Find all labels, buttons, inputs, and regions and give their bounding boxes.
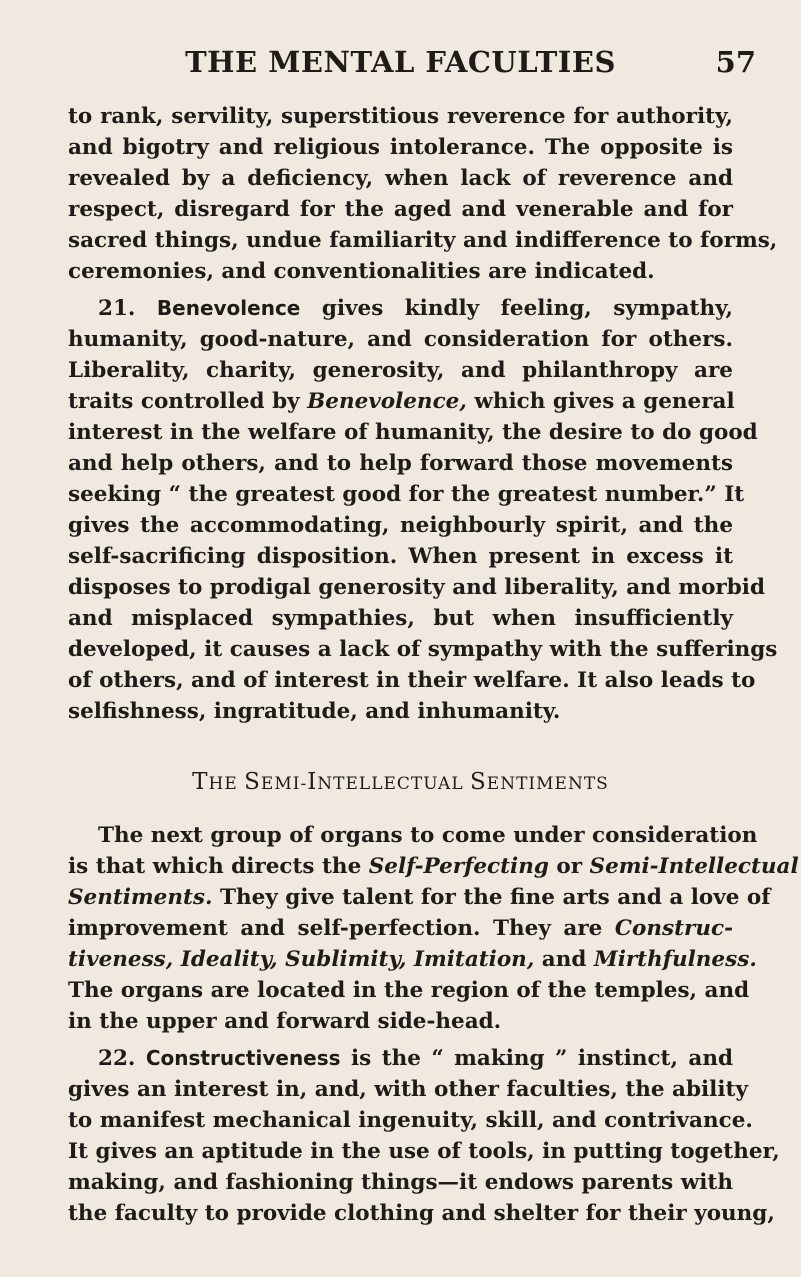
text-line: The next group of organs to come under consideration xyxy=(98,823,758,848)
text-line: seeking “ the greatest good for the greatest number.” It xyxy=(68,482,745,507)
text-line: the faculty to provide clothing and shelter for their young, xyxy=(68,1201,775,1226)
heading-cap: I xyxy=(307,769,318,795)
text-span: or xyxy=(548,854,590,879)
heading-small: ENTIMENTS xyxy=(486,774,609,794)
heading-small: NTELLECTUAL xyxy=(317,774,471,794)
text-line xyxy=(68,851,799,882)
text-line: and misplaced sympathies, but when insufficiently xyxy=(68,606,733,631)
paragraph-semi-intellectual xyxy=(68,820,799,1037)
text-line: Liberality, charity, generosity, and philanthropy are xyxy=(68,358,733,383)
text-line: to manifest mechanical ingenuity, skill, and contrivance. xyxy=(68,1108,753,1133)
body-text xyxy=(68,101,799,1229)
text-span: is the “ making ” instinct, and xyxy=(340,1046,733,1071)
text-line: in the upper and forward side-head. xyxy=(68,1009,502,1034)
text-line: humanity, good-nature, and consideration for others. xyxy=(68,327,733,352)
text-line: interest in the welfare of humanity, the desire to do good xyxy=(68,420,758,445)
text-line: selfishness, ingratitude, and inhumanity. xyxy=(68,699,561,724)
paragraph-reverence xyxy=(68,101,778,287)
text-line: revealed by a deficiency, when lack of reverence and xyxy=(68,166,733,191)
text-line: self-sacrificing disposition. When present in excess it xyxy=(68,544,733,569)
text-span: They give talent for the fine arts and a love of xyxy=(212,885,771,910)
text-line: of others, and of interest in their welfare. It also leads to xyxy=(68,668,756,693)
text-line: The organs are located in the region of the temples, and xyxy=(68,978,750,1003)
text-line: respect, disregard for the aged and venerable and for xyxy=(68,197,733,222)
text-line: to rank, servility, superstitious reverence for authority, xyxy=(68,104,733,129)
heading-small: HE xyxy=(208,774,245,794)
text-span: gives kindly feeling, sympathy, xyxy=(300,296,734,321)
emphasis: Construc- xyxy=(614,916,733,941)
text-line: disposes to prodigal generosity and liberality, and morbid xyxy=(68,575,765,600)
text-span: and xyxy=(534,947,594,972)
page-number: 57 xyxy=(715,45,756,79)
heading-cap: S xyxy=(470,769,487,795)
text-line xyxy=(68,944,757,975)
emphasis: Semi-Intellectual xyxy=(589,854,799,879)
text-span: improvement and self-perfection. They are xyxy=(68,916,615,941)
running-head xyxy=(0,45,801,95)
section-heading xyxy=(68,767,733,800)
text-span: traits controlled by xyxy=(68,389,308,414)
item-number: 22. xyxy=(98,1046,146,1071)
heading-small: EMI- xyxy=(260,774,308,794)
emphasis: Benevolence, xyxy=(307,389,467,414)
text-line: sacred things, undue familiarity and indifference to forms, xyxy=(68,228,778,253)
paragraph-benevolence xyxy=(68,293,778,727)
text-span: which gives a general xyxy=(466,389,735,414)
text-line: It gives an aptitude in the use of tools, in putting together, xyxy=(68,1139,780,1164)
item-number: 21. xyxy=(98,296,157,321)
running-title: THE MENTAL FACULTIES xyxy=(185,45,616,79)
emphasis: Self-Perfecting xyxy=(368,854,549,879)
faculty-term: Constructiveness xyxy=(145,1046,341,1070)
text-line xyxy=(68,1043,733,1074)
text-line xyxy=(68,913,733,944)
text-line: and help others, and to help forward those movements xyxy=(68,451,733,476)
text-line: ceremonies, and conventionalities are indicated. xyxy=(68,259,655,284)
emphasis: tiveness, Ideality, Sublimity, Imitation, xyxy=(68,947,535,972)
text-line xyxy=(68,882,771,913)
text-line xyxy=(68,293,733,324)
emphasis: Sentiments. xyxy=(68,885,213,910)
paragraph-constructiveness xyxy=(68,1043,780,1229)
heading-cap: S xyxy=(244,769,261,795)
text-line xyxy=(68,386,733,417)
text-span: is that which directs the xyxy=(68,854,369,879)
text-line: gives an interest in, and, with other faculties, the ability xyxy=(68,1077,748,1102)
text-line: developed, it causes a lack of sympathy with the sufferings xyxy=(68,637,778,662)
faculty-term: Benevolence xyxy=(156,296,301,320)
heading-cap: T xyxy=(192,769,209,795)
text-line: and bigotry and religious intolerance. The opposite is xyxy=(68,135,733,160)
text-line: making, and fashioning things—it endows parents with xyxy=(68,1170,733,1195)
text-line: gives the accommodating, neighbourly spirit, and the xyxy=(68,513,733,538)
emphasis: Mirthfulness. xyxy=(593,947,757,972)
